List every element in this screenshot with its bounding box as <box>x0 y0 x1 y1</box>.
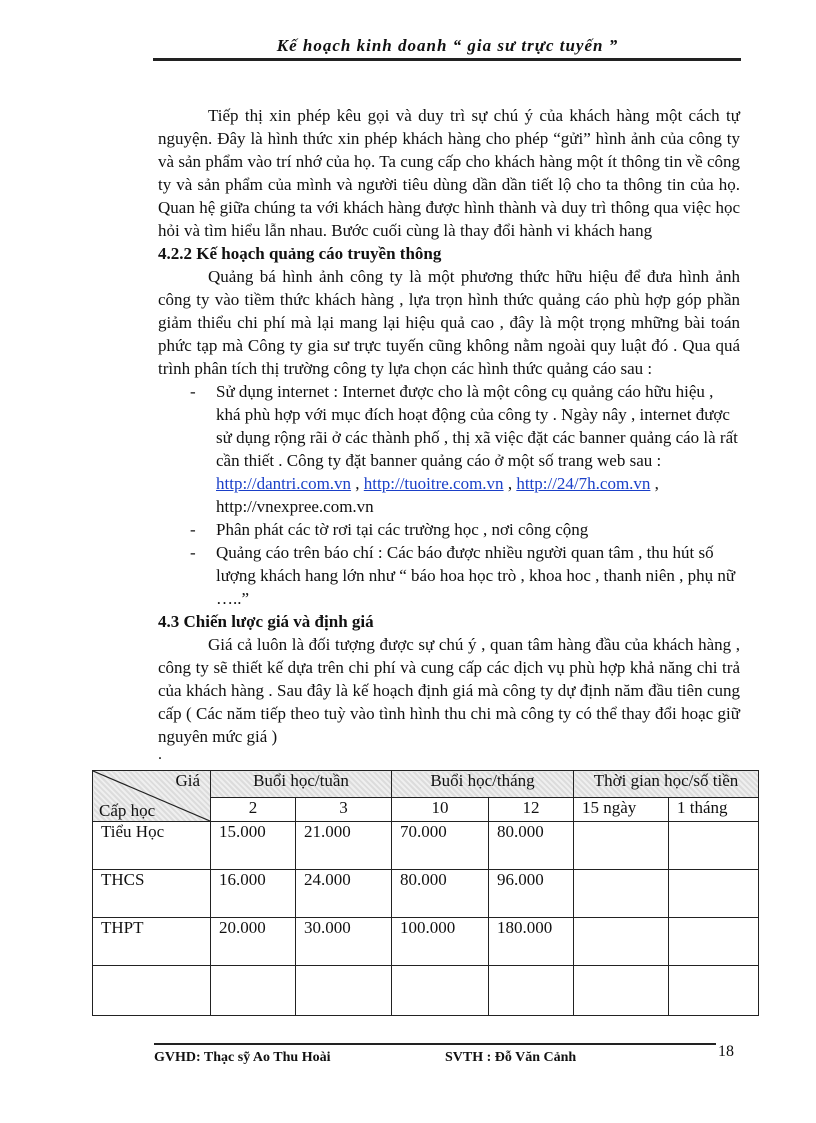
bullet-dash: - <box>190 543 196 562</box>
price-cell <box>669 870 759 918</box>
table-row <box>93 822 759 870</box>
level-cell: THCS <box>93 870 211 918</box>
subheader-cell: 1 tháng <box>669 797 759 821</box>
paragraph-advertising: Quảng bá hình ảnh công ty là một phương thức hữu hiệu để đưa hình ảnh công ty vào tiềm thức khách hàng , lựa trọn hình thức quảng cáo phù hợp góp phần giảm thiểu chi phí mà lại mang lại hiệu quả cao , đây là một trọng mhững bài toán phức tạp mà Công ty gia sư trực tuyến cũng không nằm ngoài quy luật đó . Qua quá trình phân tích thị trường công ty lựa chọn các hình thức quảng cáo sau : <box>158 267 740 378</box>
header-rule <box>153 58 741 61</box>
bullet-newspapers-text: Quảng cáo trên báo chí : Các báo được nhiều người quan tâm , thu hút số lượng khách hang lớn như “ báo hoa học trò , khoa hoc , thanh niên , phụ nữ …..” <box>216 543 736 608</box>
price-cell: 80.000 <box>489 822 574 870</box>
level-cell: THPT <box>93 918 211 966</box>
header-time-price: Thời gian học/số tiền <box>574 771 759 798</box>
link-24h[interactable]: http://24/7h.com.vn <box>516 474 651 493</box>
table-row <box>93 870 759 918</box>
list-item-internet <box>158 380 740 518</box>
section-heading-4-2-2: 4.2.2 Kế hoạch quảng cáo truyền thông <box>158 244 442 263</box>
price-cell: 96.000 <box>489 870 574 918</box>
price-cell <box>489 966 574 1016</box>
subheader-cell: 10 <box>392 797 489 821</box>
price-cell: 30.000 <box>296 918 392 966</box>
bullet-dash: - <box>190 382 196 401</box>
stray-dot: . <box>158 746 162 763</box>
price-cell: 21.000 <box>296 822 392 870</box>
price-cell <box>574 822 669 870</box>
paragraph-permission-marketing: Tiếp thị xin phép kêu gọi và duy trì sự chú ý của khách hàng một cách tự nguyện. Đây là hình thức xin phép khách hàng cho phép “gửi” hình ảnh của công ty và sản phẩm vào trí nhớ của họ. Ta cung cấp cho khách hàng một ít thông tin về công ty và sản phẩm của mình và người tiêu dùng dần dần tiết lộ cho ta thông tin của họ. Quan hệ giữa chúng ta với khách hàng được hình thành và duy trì thông qua việc học hỏi và tìm hiểu lẫn nhau. Bước cuối cùng là thay đổi hành vi khách hang <box>158 106 740 240</box>
price-cell <box>211 966 296 1016</box>
price-table <box>92 770 759 1016</box>
corner-label-price: Giá <box>175 771 200 790</box>
header-sessions-week: Buổi học/tuần <box>211 771 392 798</box>
footer-student: SVTH : Đỗ Văn Cảnh <box>445 1050 577 1065</box>
price-cell: 100.000 <box>392 918 489 966</box>
list-item-newspapers <box>158 541 740 610</box>
subheader-cell: 15 ngày <box>574 797 669 821</box>
link-separator: , <box>351 474 364 493</box>
price-cell <box>574 918 669 966</box>
section-heading-4-3: 4.3 Chiến lược giá và định giá <box>158 612 374 631</box>
price-cell <box>296 966 392 1016</box>
price-cell <box>669 918 759 966</box>
link-dantri[interactable]: http://dantri.com.vn <box>216 474 352 493</box>
list-item-flyers <box>158 518 740 541</box>
bullet-dash: - <box>190 520 196 539</box>
subheader-cell: 12 <box>489 797 574 821</box>
footer-rule <box>154 1043 716 1045</box>
level-cell <box>93 966 211 1016</box>
bullet-flyers-text: Phân phát các tờ rơi tại các trường học , nơi công cộng <box>216 520 589 539</box>
footer-advisor: GVHD: Thạc sỹ Ao Thu Hoài <box>154 1050 331 1065</box>
advertising-list <box>158 380 740 610</box>
subheader-cell: 2 <box>211 797 296 821</box>
price-cell: 20.000 <box>211 918 296 966</box>
page-number: 18 <box>718 1043 734 1060</box>
document-body <box>158 104 740 762</box>
table-corner-cell <box>93 771 211 822</box>
price-cell: 80.000 <box>392 870 489 918</box>
price-cell: 16.000 <box>211 870 296 918</box>
header-sessions-month: Buổi học/tháng <box>392 771 574 798</box>
table-row <box>93 966 759 1016</box>
price-cell <box>574 870 669 918</box>
paragraph-pricing: Giá cả luôn là đối tượng được sự chú ý , quan tâm hàng đầu của khách hàng , công ty sẽ thiết kế dựa trên chi phí và cung cấp các dịch vụ phù hợp khả năng chi trả của khách hàng . Sau đây là kế hoạch định giá mà công ty dự định năm đầu tiên cung cấp ( Các năm tiếp theo tuỳ vào tình hình thu chi mà công ty có thể thay đổi hoạc giữ nguyên mức giá ) <box>158 635 740 746</box>
price-cell <box>669 822 759 870</box>
price-cell <box>392 966 489 1016</box>
price-cell: 180.000 <box>489 918 574 966</box>
corner-label-level: Cấp học <box>99 801 156 820</box>
price-cell: 15.000 <box>211 822 296 870</box>
table-row <box>93 918 759 966</box>
page-header-title: Kế hoạch kinh doanh “ gia sư trực tuyến ” <box>276 36 619 55</box>
subheader-cell: 3 <box>296 797 392 821</box>
price-cell: 70.000 <box>392 822 489 870</box>
link-tuoitre[interactable]: http://tuoitre.com.vn <box>363 474 504 493</box>
price-cell: 24.000 <box>296 870 392 918</box>
price-cell <box>669 966 759 1016</box>
bullet-internet-text: Sử dụng internet : Internet được cho là một công cụ quảng cáo hữu hiệu , khá phù hợp với mục đích hoạt động của công ty . Ngày nây , internet được sử dụng rộng rãi ở các thành phố , thị xã việc đặt các banner quảng cáo là rất cần thiết . Công ty đặt banner quảng cáo ở một số trang web sau : <box>216 382 738 470</box>
price-cell <box>574 966 669 1016</box>
link-separator: , <box>503 474 517 493</box>
bullet-internet-tail: , http://vnexpree.com.vn <box>216 474 659 516</box>
level-cell: Tiểu Học <box>93 822 211 870</box>
